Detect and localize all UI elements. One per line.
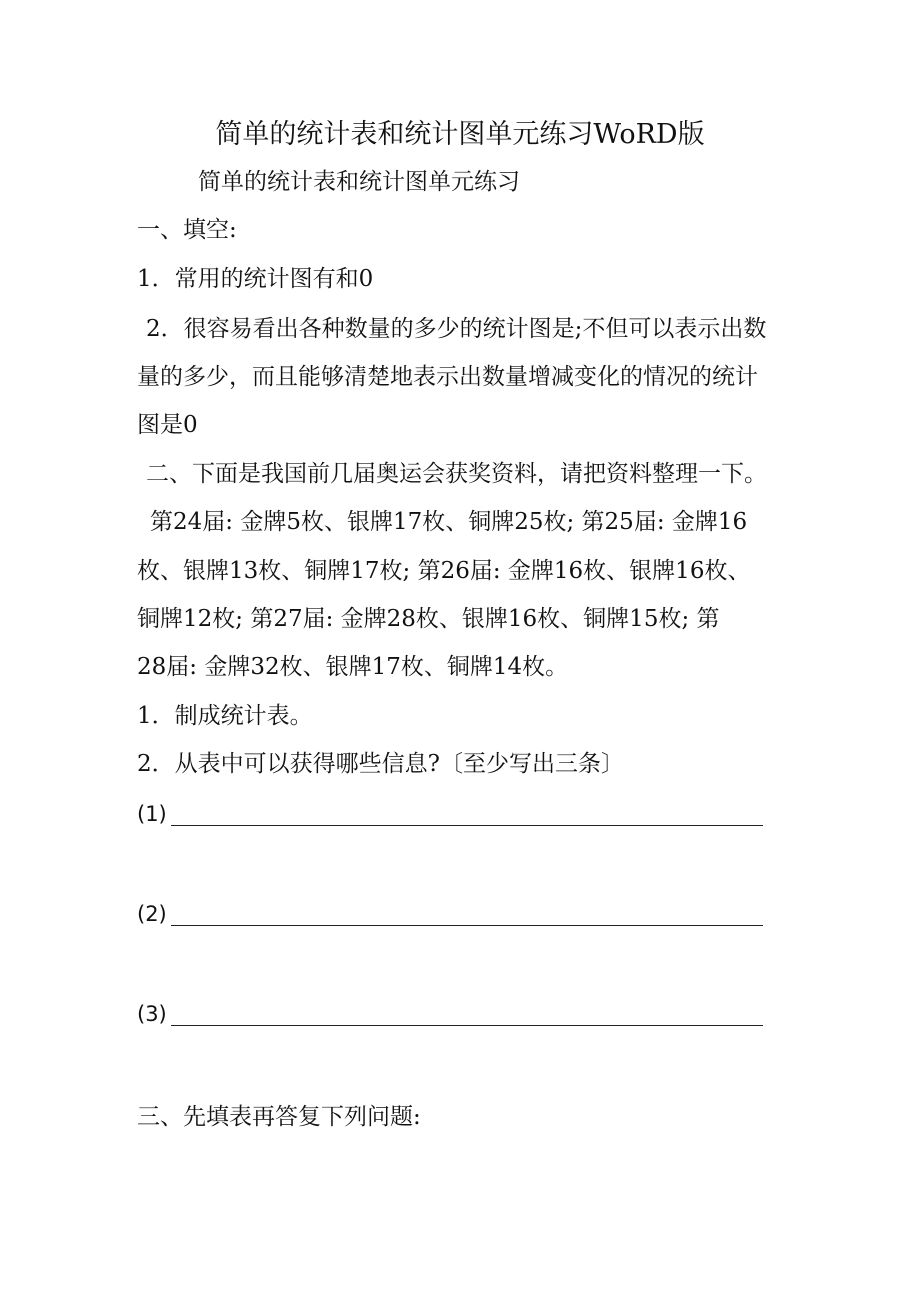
medal-data-line-1: 第24届: 金牌5枚、银牌17枚、铜牌25枚; 第25届: 金牌16 xyxy=(150,509,748,535)
answer-blank-label: (1) xyxy=(137,802,167,826)
answer-line xyxy=(171,1025,763,1026)
answer-blank-1[interactable] xyxy=(137,800,763,830)
answer-blank-label: (2) xyxy=(137,902,167,926)
medal-data-line-4: 28届: 金牌32枚、银牌17枚、铜牌14枚。 xyxy=(137,654,569,680)
question-2-line-2: 量的多少，而且能够清楚地表示出数量增减变化的情况的统计 xyxy=(137,364,758,390)
medal-data-line-2: 枚、银牌13枚、铜牌17枚; 第26届: 金牌16枚、银牌16枚、 xyxy=(137,558,751,584)
answer-blank-label: (3) xyxy=(137,1002,167,1026)
section3-heading: 三、先填表再答复下列问题: xyxy=(137,1104,421,1130)
answer-line xyxy=(171,825,763,826)
section2-heading: 二、下面是我国前几届奥运会获奖资料，请把资料整理一下。 xyxy=(146,461,767,487)
task-1: 1．制成统计表。 xyxy=(137,703,313,729)
document-title: 简单的统计表和统计图单元练习WoRD版 xyxy=(215,119,705,150)
question-1: 1．常用的统计图有和0 xyxy=(137,266,374,292)
medal-data-line-3: 铜牌12枚; 第27届: 金牌28枚、银牌16枚、铜牌15枚; 第 xyxy=(137,606,720,632)
section1-heading: 一、填空: xyxy=(137,217,237,243)
document-subtitle: 简单的统计表和统计图单元练习 xyxy=(198,169,520,195)
task-2: 2．从表中可以获得哪些信息?〔至少写出三条〕 xyxy=(137,751,624,777)
question-2-line-1: 2．很容易看出各种数量的多少的统计图是;不但可以表示出数 xyxy=(146,316,767,342)
answer-blank-2[interactable] xyxy=(137,900,763,930)
question-2-line-3: 图是0 xyxy=(137,412,198,438)
answer-blank-3[interactable] xyxy=(137,1000,763,1030)
answer-line xyxy=(171,925,763,926)
